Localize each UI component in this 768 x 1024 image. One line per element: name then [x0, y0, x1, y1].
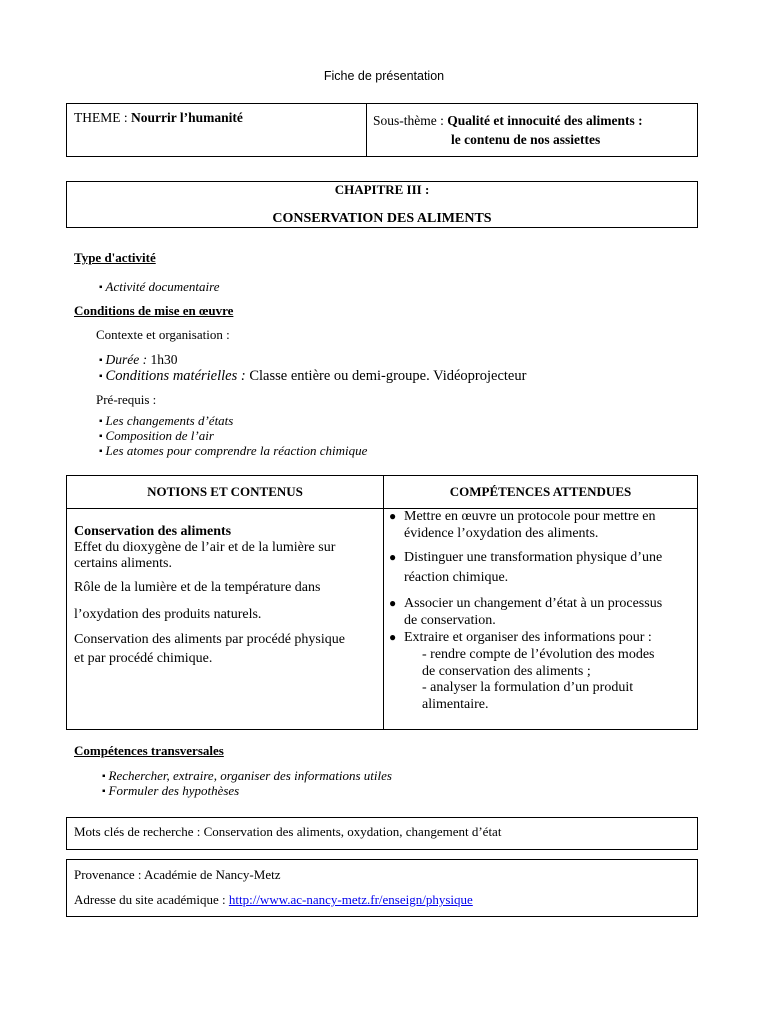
notions-line: Effet du dioxygène de l’air et de la lumière sur [74, 540, 336, 555]
site-label: Adresse du site académique : [74, 892, 229, 907]
prereq-label: Pré-requis : [96, 392, 157, 407]
prereq-item: ▪ Les changements d’états [99, 413, 233, 429]
competence-line: Extraire et organiser des informations pour : [404, 630, 652, 645]
duree-line [99, 352, 178, 368]
competence-sub-line: - analyser la formulation d’un produit [422, 680, 634, 695]
provenance-label: Provenance : [74, 867, 145, 882]
prereq-item: ▪ Composition de l’air [99, 428, 214, 444]
duree-label: ▪ Durée : [99, 352, 151, 367]
keywords-value: Conservation des aliments, oxydation, changement d’état [203, 824, 502, 839]
notions-competences-table [66, 475, 698, 730]
competence-line: réaction chimique. [404, 570, 509, 585]
notions-line: l’oxydation des produits naturels. [74, 607, 262, 622]
competence-line: évidence l’oxydation des aliments. [404, 526, 599, 541]
provenance-line [74, 867, 280, 883]
transversal-heading: Compétences transversales [74, 743, 224, 758]
keywords-line [74, 824, 501, 840]
activity-heading: Type d'activité [74, 250, 156, 265]
sous-theme-value-1: Qualité et innocuité des aliments : [447, 113, 643, 128]
notions-line: Conservation des aliments par procédé physique [74, 632, 345, 647]
notions-cell [67, 509, 384, 730]
competence-line: Distinguer une transformation physique d’une [404, 550, 663, 565]
bullet-icon: ● [389, 550, 397, 564]
provenance-value: Académie de Nancy-Metz [144, 867, 281, 882]
notions-title: Conservation des aliments [74, 524, 232, 539]
document-title: Fiche de présentation [323, 69, 445, 83]
context-label: Contexte et organisation : [96, 327, 230, 342]
col-header-competences: COMPÉTENCES ATTENDUES [384, 476, 698, 509]
competence-sub-line: de conservation des aliments ; [422, 664, 591, 679]
theme-label: THEME : [74, 110, 131, 125]
activity-item: ▪ Activité documentaire [99, 279, 220, 295]
bullet-icon: ● [389, 509, 397, 523]
notions-line: et par procédé chimique. [74, 651, 213, 666]
provenance-box [66, 859, 698, 917]
bullet-icon: ● [389, 630, 397, 644]
chapter-title: CONSERVATION DES ALIMENTS [272, 211, 492, 226]
theme-value: Nourrir l’humanité [131, 110, 243, 125]
materiel-value: Classe entière ou demi-groupe. Vidéoprojecteur [249, 368, 527, 384]
prereq-item: ▪ Les atomes pour comprendre la réaction chimique [99, 443, 367, 459]
col-header-notions: NOTIONS ET CONTENUS [67, 476, 384, 509]
site-line [74, 892, 473, 908]
competence-sub-line: alimentaire. [422, 697, 489, 712]
transversal-item: ▪ Formuler des hypothèses [102, 783, 239, 799]
keywords-box [66, 817, 698, 850]
competence-sub-line: - rendre compte de l’évolution des modes [422, 647, 655, 662]
theme-divider [366, 104, 367, 156]
bullet-icon: ● [389, 596, 397, 610]
competences-cell [384, 509, 698, 730]
theme-cell [74, 110, 243, 126]
competence-line: Mettre en œuvre un protocole pour mettre en [404, 509, 656, 524]
competence-line: de conservation. [404, 613, 496, 628]
sous-theme-label: Sous-thème : [373, 113, 448, 128]
materiel-label: ▪ Conditions matérielles : [99, 368, 249, 384]
competence-line: Associer un changement d’état à un processus [404, 596, 663, 611]
sous-theme-value-2: le contenu de nos assiettes [451, 132, 601, 147]
keywords-label: Mots clés de recherche : [74, 824, 204, 839]
duree-value: 1h30 [150, 352, 178, 367]
site-link[interactable]: http://www.ac-nancy-metz.fr/enseign/physique [228, 892, 473, 907]
chapter-box [66, 181, 698, 228]
notions-line: Rôle de la lumière et de la température dans [74, 580, 321, 595]
notions-line: certains aliments. [74, 556, 172, 571]
theme-box [66, 103, 698, 157]
transversal-item: ▪ Rechercher, extraire, organiser des informations utiles [102, 768, 392, 784]
materiel-line [99, 368, 526, 385]
conditions-heading: Conditions de mise en œuvre [74, 303, 234, 318]
sous-theme-cell [373, 111, 643, 149]
chapter-number: CHAPITRE III : [334, 182, 430, 197]
